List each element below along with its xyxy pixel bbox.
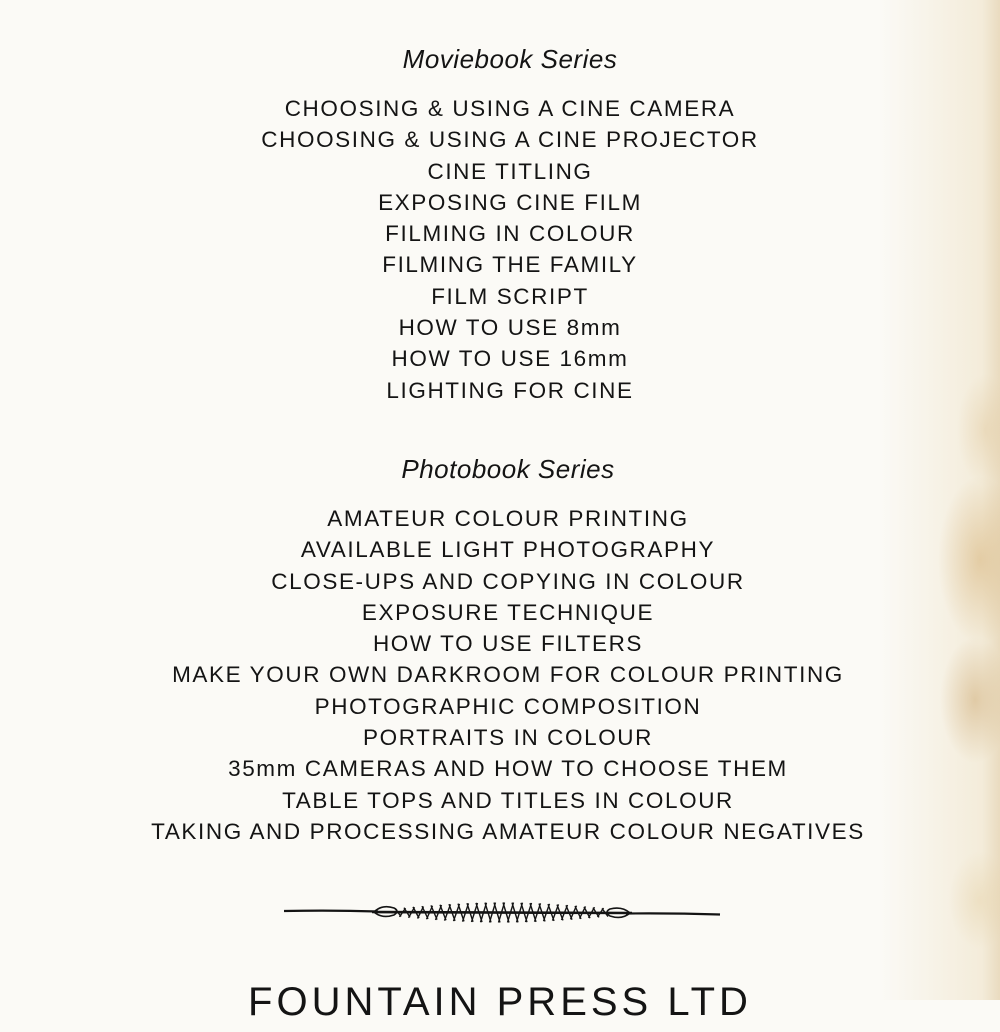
moviebook-series-heading: Moviebook Series <box>402 44 618 74</box>
list-item: LIGHTING FOR CINE <box>386 377 634 403</box>
photobook-title-list <box>8 503 1000 847</box>
list-item: EXPOSING CINE FILM <box>378 189 642 215</box>
list-item: TABLE TOPS AND TITLES IN COLOUR <box>282 787 734 813</box>
list-item: CLOSE-UPS AND COPYING IN COLOUR <box>271 568 745 594</box>
moviebook-title-list <box>10 93 1000 406</box>
list-item: HOW TO USE 8mm <box>398 315 622 341</box>
publisher-name: FOUNTAIN PRESS LTD <box>248 980 752 1024</box>
list-item: EXPOSURE TECHNIQUE <box>361 599 655 625</box>
list-item: PORTRAITS IN COLOUR <box>362 725 654 751</box>
list-item: CHOOSING & USING A CINE PROJECTOR <box>261 127 759 153</box>
list-item: FILMING THE FAMILY <box>382 252 638 278</box>
list-item: MAKE YOUR OWN DARKROOM FOR COLOUR PRINTING <box>172 662 844 688</box>
list-item: CHOOSING & USING A CINE CAMERA <box>284 96 736 121</box>
list-item: 35mm CAMERAS AND HOW TO CHOOSE THEM <box>228 756 788 782</box>
list-item: FILM SCRIPT <box>431 283 589 309</box>
list-item: TAKING AND PROCESSING AMATEUR COLOUR NEGATIVES <box>151 818 865 844</box>
list-item: HOW TO USE FILTERS <box>372 631 644 657</box>
list-item: AVAILABLE LIGHT PHOTOGRAPHY <box>300 537 716 563</box>
ornamental-divider <box>282 898 722 932</box>
list-item: AMATEUR COLOUR PRINTING <box>327 506 689 531</box>
list-item: PHOTOGRAPHIC COMPOSITION <box>314 693 702 719</box>
list-item: FILMING IN COLOUR <box>385 221 635 247</box>
list-item: HOW TO USE 16mm <box>391 346 629 372</box>
list-item: CINE TITLING <box>427 158 593 184</box>
photobook-series-heading: Photobook Series <box>401 454 615 484</box>
